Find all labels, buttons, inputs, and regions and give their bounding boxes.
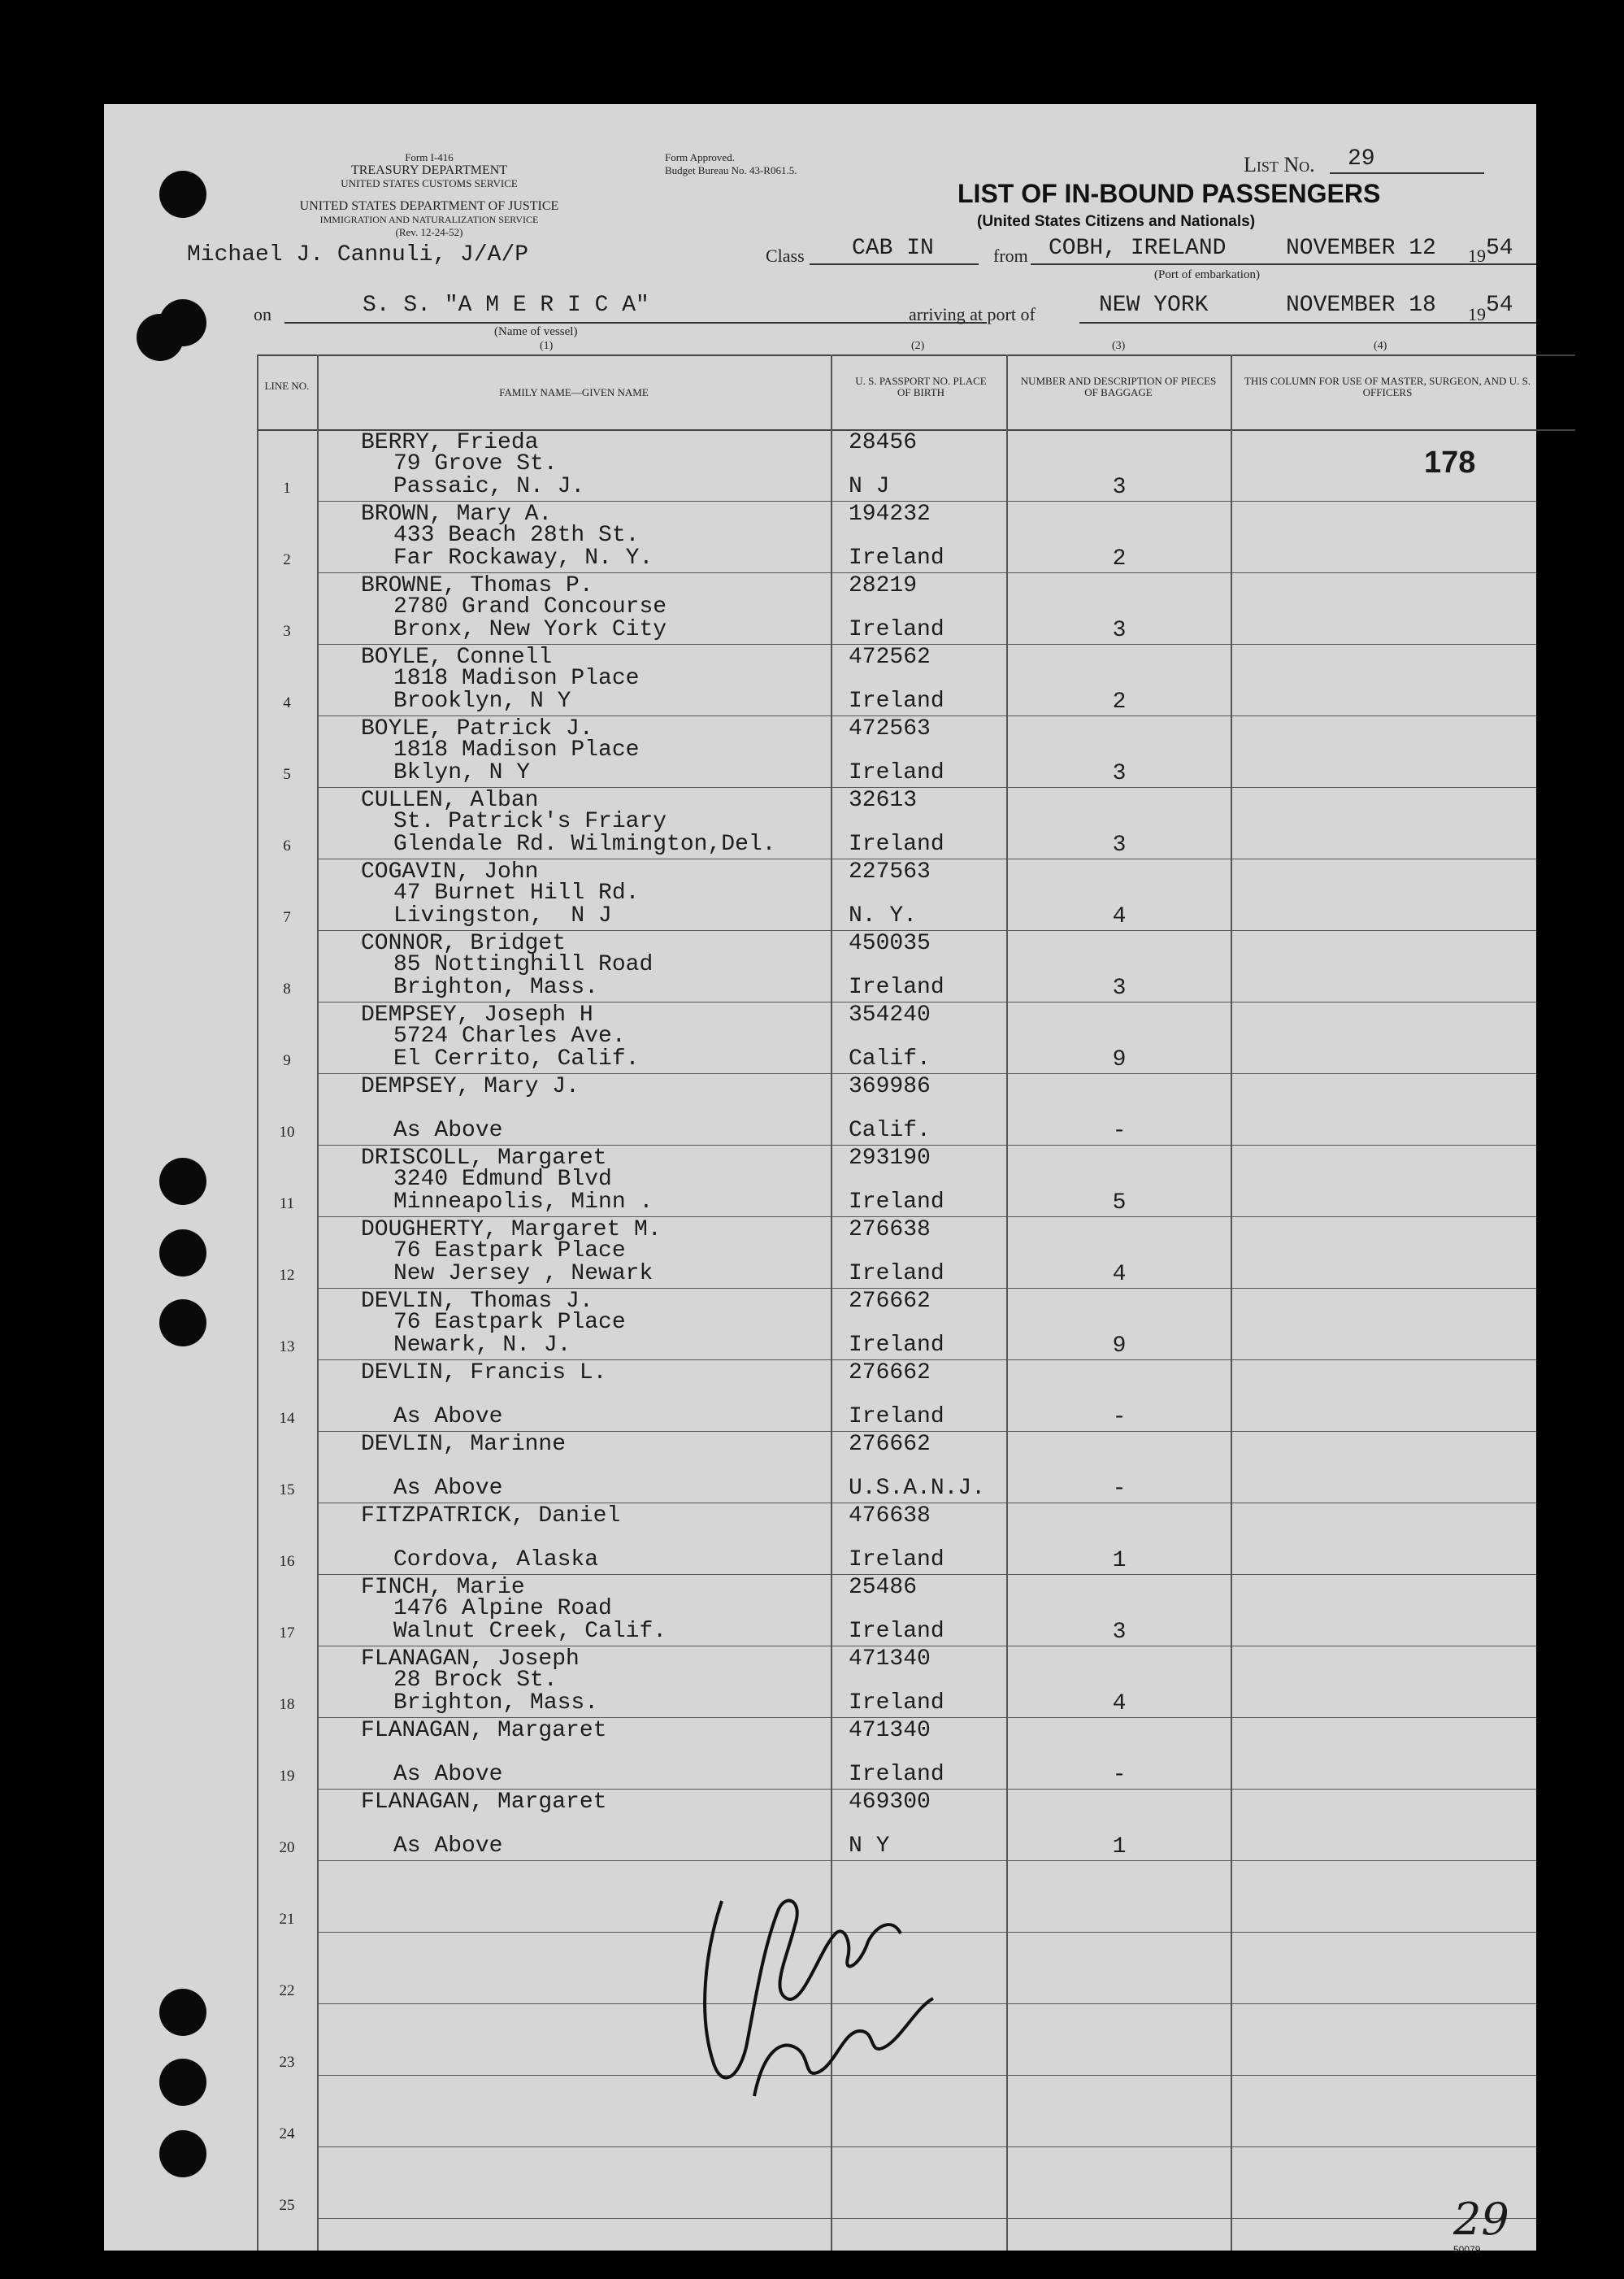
binder-hole-9 (159, 2130, 206, 2177)
arrival-year-suffix: 54 (1486, 293, 1513, 318)
binder-hole-4 (159, 1158, 206, 1205)
place-of-birth: Ireland (849, 1690, 944, 1716)
passenger-name: DRISCOLL, Margaret (361, 1146, 607, 1171)
passenger-address-2: El Cerrito, Calif. (393, 1046, 640, 1072)
passenger-address-2: Bronx, New York City (393, 617, 667, 642)
passport-number: 276662 (849, 1432, 931, 1457)
row-line-number: 22 (279, 1982, 295, 1999)
passport-number: 194232 (849, 502, 931, 527)
passenger-name: DEVLIN, Thomas J. (361, 1289, 593, 1314)
inspector-signature (673, 1852, 966, 2120)
place-of-birth: U.S.A.N.J. (849, 1476, 986, 1501)
arriving-label: arriving at port of (909, 304, 1036, 324)
passport-number: 476638 (849, 1503, 931, 1529)
passenger-name: DEVLIN, Marinne (361, 1432, 567, 1457)
master-name: Michael J. Cannuli, J/A/P (187, 242, 529, 267)
passenger-address-1: 79 Grove St. (393, 451, 558, 476)
passenger-name: BROWNE, Thomas P. (361, 573, 593, 598)
baggage-count: - (1112, 1405, 1127, 1430)
row-line-number: 25 (279, 2197, 295, 2214)
list-no-label: List No. (1244, 153, 1315, 176)
row-line-number: 2 (283, 551, 291, 568)
row-divider (317, 2146, 1536, 2147)
passenger-name: COGAVIN, John (361, 859, 539, 885)
binder-hole-5 (159, 1229, 206, 1277)
passenger-name: BROWN, Mary A. (361, 502, 553, 527)
place-of-birth: Ireland (849, 1547, 944, 1572)
passport-number: 472562 (849, 645, 931, 670)
page-mark: 29 (1453, 2194, 1509, 2245)
departure-year-suffix: 54 (1486, 236, 1513, 261)
passenger-address-2: As Above (393, 1118, 503, 1143)
passenger-address-2: Walnut Creek, Calif. (393, 1619, 667, 1644)
passenger-address-2: Bklyn, N Y (393, 760, 531, 785)
passport-number: 450035 (849, 931, 931, 956)
passport-number: 472563 (849, 716, 931, 742)
passenger-name: CONNOR, Bridget (361, 931, 567, 956)
arrival-underline (1079, 322, 1536, 324)
form-identification (307, 151, 551, 190)
class-label: Class (766, 246, 805, 266)
row-line-number: 5 (283, 766, 291, 783)
list-subtitle: (United States Citizens and Nationals) (977, 213, 1256, 230)
passenger-name: FITZPATRICK, Daniel (361, 1503, 621, 1529)
row-line-number: 24 (279, 2125, 295, 2142)
baggage-count: - (1112, 1477, 1127, 1502)
passenger-address-1: 3240 Edmund Blvd (393, 1167, 612, 1192)
officer-note: 178 (1424, 446, 1476, 480)
passport-number: 28456 (849, 430, 918, 455)
place-of-birth: N Y (849, 1833, 890, 1859)
col-num-3: (3) (1112, 340, 1126, 352)
arrival-year-prefix: 19 (1468, 304, 1486, 324)
justice-dept: UNITED STATES DEPARTMENT OF JUSTICE (299, 199, 559, 213)
class-value: CAB IN (852, 236, 934, 261)
passport-number: 276662 (849, 1360, 931, 1385)
place-of-birth: Calif. (849, 1118, 931, 1143)
row-line-number: 23 (279, 2054, 295, 2071)
passport-number: 293190 (849, 1146, 931, 1171)
passenger-address-1: 2780 Grand Concourse (393, 594, 667, 620)
passenger-name: DEMPSEY, Mary J. (361, 1074, 580, 1099)
place-of-birth: N J (849, 474, 890, 499)
row-line-number: 19 (279, 1768, 295, 1785)
binder-hole-3 (137, 314, 184, 361)
col-divider-officers (1231, 354, 1232, 2251)
passenger-address-2: Passaic, N. J. (393, 474, 585, 499)
form-number: Form I-416 (405, 151, 454, 163)
baggage-count: 3 (1112, 618, 1127, 643)
passenger-address-1: 433 Beach 28th St. (393, 523, 640, 548)
col-divider-name (317, 354, 319, 2251)
place-of-birth: N. Y. (849, 903, 918, 929)
passenger-name: FINCH, Marie (361, 1575, 525, 1600)
row-line-number: 21 (279, 1911, 295, 1928)
list-no-value: 29 (1348, 146, 1375, 172)
baggage-count: 4 (1112, 1262, 1127, 1287)
passenger-address-1: 28 Brock St. (393, 1668, 558, 1693)
passenger-name: CULLEN, Alban (361, 788, 539, 813)
vessel-name: S. S. "A M E R I C A" (363, 293, 649, 318)
row-line-number: 15 (279, 1481, 295, 1498)
baggage-count: 9 (1112, 1333, 1127, 1359)
col-header-passport: U. S. PASSPORT NO. PLACE OF BIRTH (855, 375, 987, 398)
passenger-address-1: 76 Eastpark Place (393, 1238, 626, 1263)
treasury-dept: TREASURY DEPARTMENT (350, 163, 508, 177)
port-embarkation-label: (Port of embarkation) (1154, 268, 1260, 281)
row-line-number: 13 (279, 1338, 295, 1355)
passenger-name: FLANAGAN, Joseph (361, 1646, 580, 1672)
place-of-birth: Ireland (849, 1261, 944, 1286)
passenger-address-1: 47 Burnet Hill Rd. (393, 881, 640, 906)
passport-number: 276662 (849, 1289, 931, 1314)
place-of-birth: Ireland (849, 617, 944, 642)
place-of-birth: Ireland (849, 546, 944, 571)
budget-bureau: Budget Bureau No. 43-R061.5. (665, 164, 797, 176)
passenger-address-1: 1818 Madison Place (393, 737, 640, 763)
binder-hole-7 (159, 1989, 206, 2036)
place-of-birth: Ireland (849, 975, 944, 1000)
row-line-number: 4 (283, 694, 291, 711)
place-of-birth: Ireland (849, 689, 944, 714)
passenger-name: FLANAGAN, Margaret (361, 1790, 607, 1815)
from-label: from (993, 246, 1028, 266)
passenger-address-2: As Above (393, 1762, 503, 1787)
on-label: on (254, 304, 271, 324)
binder-hole-8 (159, 2059, 206, 2106)
passenger-name: BERRY, Frieda (361, 430, 539, 455)
place-of-birth: Ireland (849, 832, 944, 857)
baggage-count: 3 (1112, 833, 1127, 858)
arrival-port: NEW YORK (1099, 293, 1209, 318)
passenger-address-2: As Above (393, 1476, 503, 1501)
row-line-number: 9 (283, 1052, 291, 1069)
passenger-address-2: Newark, N. J. (393, 1333, 571, 1358)
col-header-line-no: LINE NO. (264, 380, 310, 392)
form-code: 50079 (1453, 2244, 1481, 2255)
row-line-number: 3 (283, 623, 291, 640)
baggage-count: 3 (1112, 761, 1127, 786)
form-approved: Form Approved. (665, 151, 735, 163)
passenger-address-2: Minneapolis, Minn . (393, 1190, 654, 1215)
row-line-number: 1 (283, 480, 291, 497)
col-header-name: FAMILY NAME—GIVEN NAME (499, 386, 649, 398)
justice-block (258, 200, 600, 239)
passport-number: 471340 (849, 1646, 931, 1672)
passport-number: 354240 (849, 1002, 931, 1028)
passenger-address-1: St. Patrick's Friary (393, 809, 667, 834)
from-value: COBH, IRELAND (1049, 236, 1227, 261)
ins-service: IMMIGRATION AND NATURALIZATION SERVICE (319, 214, 539, 225)
passenger-address-2: Livingston, N J (393, 903, 612, 929)
passenger-name: DEVLIN, Francis L. (361, 1360, 607, 1385)
baggage-count: 1 (1112, 1548, 1127, 1573)
vessel-name-label: (Name of vessel) (494, 325, 578, 338)
passenger-name: DEMPSEY, Joseph H (361, 1002, 593, 1028)
row-line-number: 14 (279, 1410, 295, 1427)
baggage-count: 3 (1112, 475, 1127, 500)
passport-number: 32613 (849, 788, 918, 813)
baggage-count: 2 (1112, 689, 1127, 715)
place-of-birth: Ireland (849, 1190, 944, 1215)
row-divider (317, 2218, 1536, 2219)
passenger-address-1: 5724 Charles Ave. (393, 1024, 626, 1049)
baggage-count: 3 (1112, 976, 1127, 1001)
passport-number: 28219 (849, 573, 918, 598)
baggage-count: 2 (1112, 546, 1127, 572)
baggage-count: - (1112, 1119, 1127, 1144)
passport-number: 276638 (849, 1217, 931, 1242)
place-of-birth: Calif. (849, 1046, 931, 1072)
table-top-border (257, 354, 1575, 356)
vessel-underline (284, 322, 987, 324)
col-header-officers: THIS COLUMN FOR USE OF MASTER, SURGEON, AND U. S. OFFICERS (1244, 375, 1531, 398)
baggage-count: 1 (1112, 1834, 1127, 1859)
passenger-name: DOUGHERTY, Margaret M. (361, 1217, 662, 1242)
passenger-name: FLANAGAN, Margaret (361, 1718, 607, 1743)
row-line-number: 6 (283, 837, 291, 855)
passport-number: 369986 (849, 1074, 931, 1099)
baggage-count: 4 (1112, 904, 1127, 929)
passport-number: 471340 (849, 1718, 931, 1743)
col-header-baggage: NUMBER AND DESCRIPTION OF PIECES OF BAGGAGE (1020, 375, 1217, 398)
departure-year-prefix: 19 (1468, 246, 1486, 266)
place-of-birth: Ireland (849, 1619, 944, 1644)
passenger-address-2: As Above (393, 1833, 503, 1859)
passenger-address-2: New Jersey , Newark (393, 1261, 654, 1286)
binder-hole-1 (159, 171, 206, 218)
passport-number: 25486 (849, 1575, 918, 1600)
row-line-number: 12 (279, 1267, 295, 1284)
passenger-name: BOYLE, Patrick J. (361, 716, 593, 742)
row-line-number: 20 (279, 1839, 295, 1856)
col-num-2: (2) (911, 340, 925, 352)
col-num-4: (4) (1374, 340, 1387, 352)
customs-service: UNITED STATES CUSTOMS SERVICE (341, 177, 518, 189)
arrival-date: NOVEMBER 18 (1286, 293, 1436, 318)
passenger-address-1: 85 Nottinghill Road (393, 952, 654, 977)
row-line-number: 10 (279, 1124, 295, 1141)
passenger-address-1: 1818 Madison Place (393, 666, 640, 691)
passenger-address-2: Glendale Rd. Wilmington,Del. (393, 832, 776, 857)
passport-number: 469300 (849, 1790, 931, 1815)
baggage-count: 3 (1112, 1620, 1127, 1645)
place-of-birth: Ireland (849, 760, 944, 785)
passenger-name: BOYLE, Connell (361, 645, 553, 670)
passenger-address-2: Brooklyn, N Y (393, 689, 571, 714)
passenger-address-2: Brighton, Mass. (393, 975, 599, 1000)
from-underline (1031, 263, 1536, 265)
list-no-underline (1330, 172, 1484, 174)
approval-block (665, 151, 797, 177)
departure-date: NOVEMBER 12 (1286, 236, 1436, 261)
passenger-address-1: 1476 Alpine Road (393, 1596, 612, 1621)
passport-number: 227563 (849, 859, 931, 885)
place-of-birth: Ireland (849, 1333, 944, 1358)
row-line-number: 11 (279, 1195, 295, 1212)
baggage-count: 5 (1112, 1190, 1127, 1216)
place-of-birth: Ireland (849, 1762, 944, 1787)
row-line-number: 8 (283, 981, 291, 998)
row-line-number: 17 (279, 1624, 295, 1642)
baggage-count: 4 (1112, 1691, 1127, 1716)
col-num-1: (1) (540, 340, 554, 352)
row-line-number: 16 (279, 1553, 295, 1570)
passenger-address-2: Brighton, Mass. (393, 1690, 599, 1716)
binder-hole-6 (159, 1299, 206, 1346)
row-line-number: 18 (279, 1696, 295, 1713)
revision: (Rev. 12-24-52) (395, 226, 463, 238)
place-of-birth: Ireland (849, 1404, 944, 1429)
baggage-count: - (1112, 1763, 1127, 1788)
passenger-address-2: Cordova, Alaska (393, 1547, 599, 1572)
passenger-address-2: As Above (393, 1404, 503, 1429)
passenger-address-2: Far Rockaway, N. Y. (393, 546, 654, 571)
baggage-count: 9 (1112, 1047, 1127, 1072)
class-underline (810, 263, 979, 265)
row-line-number: 7 (283, 909, 291, 926)
passenger-address-1: 76 Eastpark Place (393, 1310, 626, 1335)
form-sheet (104, 104, 1536, 2255)
list-title: LIST OF IN-BOUND PASSENGERS (957, 179, 1381, 208)
